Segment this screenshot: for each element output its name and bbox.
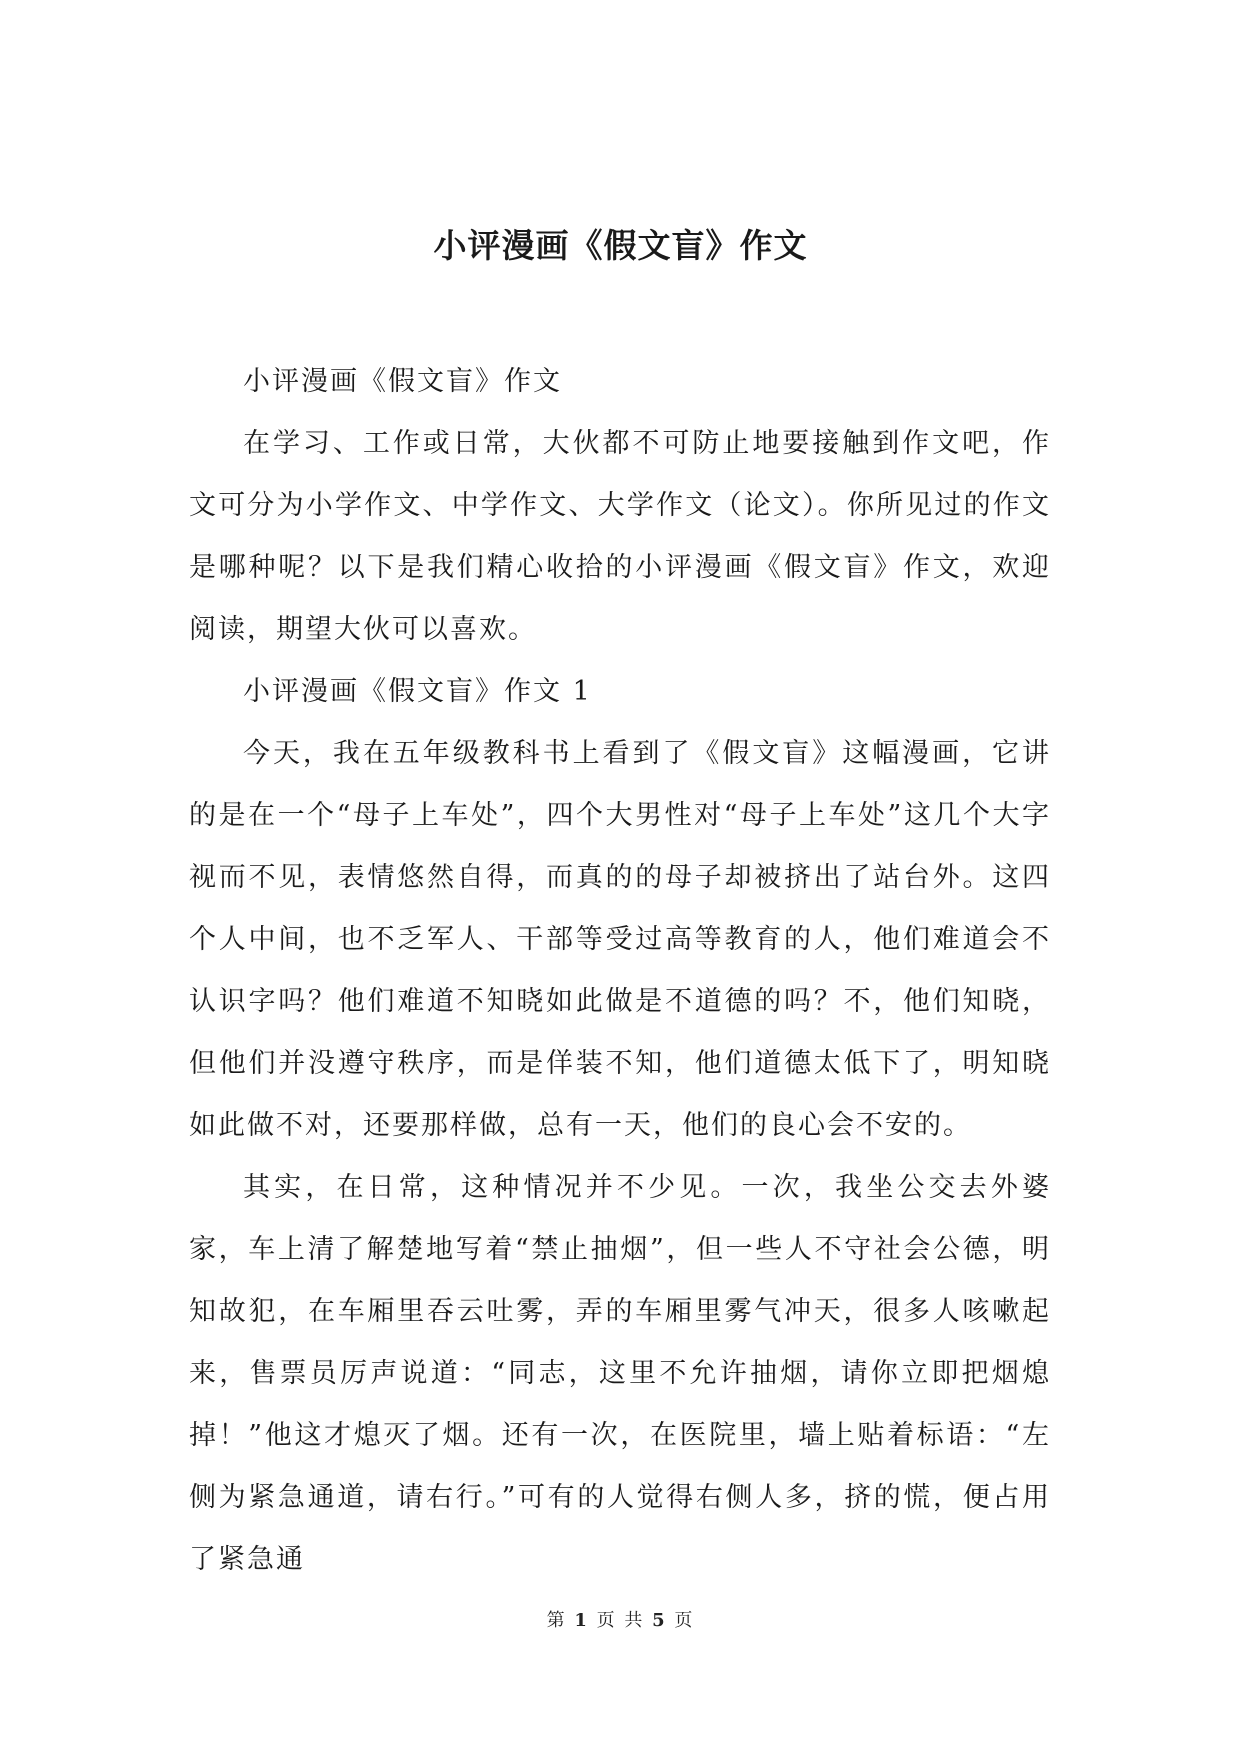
paragraph-essay-body-2: 其实，在日常，这种情况并不少见。一次，我坐公交去外婆家，车上清了解楚地写着“禁止抽烟”，但一些人不守社会公德，明知故犯，在车厢里吞云吐雾，弄的车厢里雾气冲天，很多人咳嗽起来，售票员厉声说道：“同志，这里不允许抽烟，请你立即把烟熄掉！”他这才熄灭了烟。还有一次，在医院里，墙上贴着标语：“左侧为紧急通道，请右行。”可有的人觉得右侧人多，挤的慌，便占用了紧急通 — [189, 1172, 1051, 1575]
footer-total-pages: 5 — [652, 1610, 667, 1631]
page-footer — [0, 1609, 1241, 1633]
paragraph-intro: 在学习、工作或日常，大伙都不可防止地要接触到作文吧，作文可分为小学作文、中学作文、大学作文（论文）。你所见过的作文是哪种呢？以下是我们精心收拾的小评漫画《假文盲》作文，欢迎阅读，期望大伙可以喜欢。 — [189, 428, 1051, 645]
paragraph-essay-body-1: 今天，我在五年级教科书上看到了《假文盲》这幅漫画，它讲的是在一个“母子上车处”，四个大男性对“母子上车处”这几个大字视而不见，表情悠然自得，而真的的母子却被挤出了站台外。这四个人中间，也不乏军人、干部等受过高等教育的人，他们难道会不认识字吗？他们难道不知晓如此做是不道德的吗？不，他们知晓，但他们并没遵守秩序，而是佯装不知，他们道德太低下了，明知晓如此做不对，还要那样做，总有一天，他们的良心会不安的。 — [189, 738, 1051, 1141]
footer-middle: 页 共 — [596, 1610, 645, 1631]
paragraph-subtitle: 小评漫画《假文盲》作文 — [243, 366, 562, 397]
document-title: 小评漫画《假文盲》作文 — [433, 226, 808, 265]
footer-current-page: 1 — [574, 1610, 589, 1631]
document-body — [189, 351, 1051, 1591]
footer-prefix: 第 — [546, 1610, 567, 1631]
paragraph-essay-heading: 小评漫画《假文盲》作文 1 — [243, 676, 592, 707]
footer-suffix: 页 — [674, 1610, 695, 1631]
